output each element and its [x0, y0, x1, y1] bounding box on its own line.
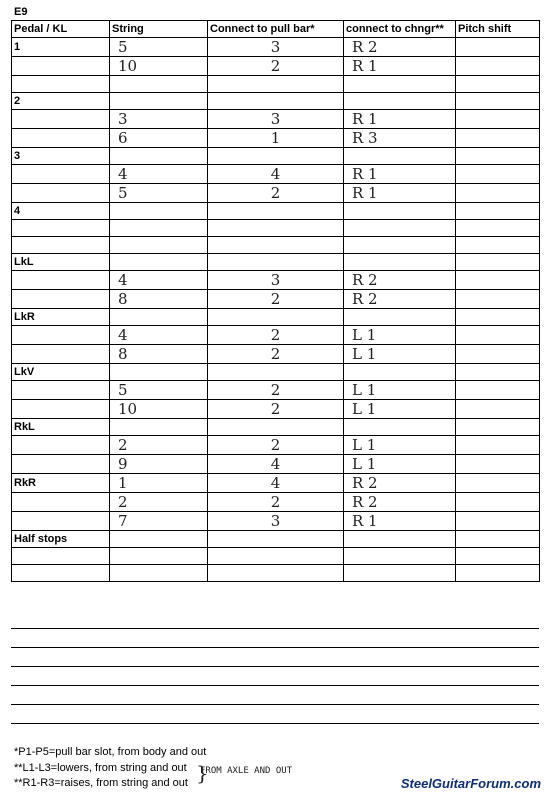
pull-bar-cell — [208, 419, 344, 436]
changer-cell: R 1 — [344, 165, 456, 184]
pitch-shift-cell — [456, 184, 540, 203]
row-label: 1 — [12, 38, 110, 57]
row-label — [12, 57, 110, 76]
string-cell: 5 — [110, 38, 208, 57]
string-cell — [110, 76, 208, 93]
pitch-shift-cell — [456, 254, 540, 271]
pull-bar-cell: 3 — [208, 38, 344, 57]
row-label — [12, 76, 110, 93]
string-cell — [110, 148, 208, 165]
pitch-shift-cell — [456, 271, 540, 290]
changer-cell: L 1 — [344, 455, 456, 474]
changer-cell: R 1 — [344, 110, 456, 129]
row-label — [12, 165, 110, 184]
table-row — [12, 436, 540, 455]
table-row — [12, 493, 540, 512]
pitch-shift-cell — [456, 531, 540, 548]
row-label — [12, 110, 110, 129]
changer-cell: L 1 — [344, 345, 456, 364]
pitch-shift-cell — [456, 220, 540, 237]
string-cell: 4 — [110, 271, 208, 290]
changer-cell: R 2 — [344, 493, 456, 512]
pitch-shift-cell — [456, 436, 540, 455]
changer-cell: R 3 — [344, 129, 456, 148]
string-cell — [110, 419, 208, 436]
row-label — [12, 271, 110, 290]
changer-cell — [344, 254, 456, 271]
changer-cell: R 2 — [344, 271, 456, 290]
table-row — [12, 381, 540, 400]
changer-cell — [344, 548, 456, 565]
pitch-shift-cell — [456, 493, 540, 512]
changer-cell: R 1 — [344, 57, 456, 76]
changer-cell — [344, 565, 456, 582]
changer-cell: L 1 — [344, 381, 456, 400]
string-cell — [110, 531, 208, 548]
string-cell: 2 — [110, 493, 208, 512]
table-row — [12, 76, 540, 93]
table-row — [12, 455, 540, 474]
note-line — [11, 629, 539, 648]
string-cell: 9 — [110, 455, 208, 474]
watermark: SteelGuitarForum.com — [400, 776, 541, 791]
handwritten-note: FROM AXLE AND OUT — [200, 766, 293, 776]
header-string: String — [110, 21, 208, 38]
pull-bar-cell — [208, 531, 344, 548]
pitch-shift-cell — [456, 290, 540, 309]
string-cell — [110, 237, 208, 254]
string-cell: 2 — [110, 436, 208, 455]
row-label: RkL — [12, 419, 110, 436]
note-line — [11, 686, 539, 705]
row-label — [12, 565, 110, 582]
changer-cell — [344, 203, 456, 220]
pitch-shift-cell — [456, 203, 540, 220]
table-row — [12, 364, 540, 381]
pull-bar-cell — [208, 237, 344, 254]
pull-bar-cell: 4 — [208, 165, 344, 184]
pull-bar-cell: 3 — [208, 110, 344, 129]
table-row — [12, 400, 540, 419]
string-cell — [110, 254, 208, 271]
pull-bar-cell: 2 — [208, 400, 344, 419]
pull-bar-cell: 2 — [208, 345, 344, 364]
string-cell — [110, 565, 208, 582]
table-row — [12, 474, 540, 493]
row-label: Half stops — [12, 531, 110, 548]
table-row — [12, 565, 540, 582]
string-cell — [110, 220, 208, 237]
pull-bar-cell — [208, 93, 344, 110]
pull-bar-cell — [208, 309, 344, 326]
table-row — [12, 531, 540, 548]
string-cell: 5 — [110, 184, 208, 203]
string-cell — [110, 548, 208, 565]
table-row — [12, 148, 540, 165]
copedent-table — [11, 20, 540, 582]
pull-bar-cell — [208, 565, 344, 582]
string-cell — [110, 364, 208, 381]
pull-bar-cell: 1 — [208, 129, 344, 148]
table-row — [12, 129, 540, 148]
row-label — [12, 345, 110, 364]
pull-bar-cell — [208, 76, 344, 93]
row-label — [12, 290, 110, 309]
row-label — [12, 184, 110, 203]
string-cell: 3 — [110, 110, 208, 129]
note-line — [11, 705, 539, 724]
table-row — [12, 345, 540, 364]
row-label: LkR — [12, 309, 110, 326]
pull-bar-cell: 3 — [208, 512, 344, 531]
row-label: 4 — [12, 203, 110, 220]
pull-bar-cell: 2 — [208, 326, 344, 345]
changer-cell — [344, 76, 456, 93]
pitch-shift-cell — [456, 165, 540, 184]
changer-cell: R 1 — [344, 512, 456, 531]
string-cell: 10 — [110, 57, 208, 76]
pull-bar-cell — [208, 220, 344, 237]
table-row — [12, 512, 540, 531]
pull-bar-cell: 4 — [208, 474, 344, 493]
pull-bar-cell — [208, 203, 344, 220]
pitch-shift-cell — [456, 93, 540, 110]
changer-cell: L 1 — [344, 400, 456, 419]
row-label — [12, 455, 110, 474]
pitch-shift-cell — [456, 474, 540, 493]
note-line — [11, 610, 539, 629]
row-label — [12, 326, 110, 345]
row-label — [12, 436, 110, 455]
string-cell: 8 — [110, 345, 208, 364]
row-label — [12, 129, 110, 148]
table-row — [12, 203, 540, 220]
row-label: 3 — [12, 148, 110, 165]
changer-cell: R 1 — [344, 184, 456, 203]
string-cell: 7 — [110, 512, 208, 531]
string-cell: 5 — [110, 381, 208, 400]
string-cell: 6 — [110, 129, 208, 148]
pull-bar-cell: 3 — [208, 271, 344, 290]
header-pitch-shift: Pitch shift — [456, 21, 540, 38]
pitch-shift-cell — [456, 565, 540, 582]
pull-bar-cell — [208, 548, 344, 565]
pitch-shift-cell — [456, 38, 540, 57]
row-label — [12, 220, 110, 237]
footnote-lowers: **L1-L3=lowers, from string and out — [14, 762, 187, 774]
pitch-shift-cell — [456, 364, 540, 381]
pitch-shift-cell — [456, 400, 540, 419]
header-changer: connect to chngr** — [344, 21, 456, 38]
pitch-shift-cell — [456, 326, 540, 345]
row-label: RkR — [12, 474, 110, 493]
changer-cell: L 1 — [344, 436, 456, 455]
pitch-shift-cell — [456, 237, 540, 254]
row-label: 2 — [12, 93, 110, 110]
string-cell: 4 — [110, 165, 208, 184]
table-row — [12, 419, 540, 436]
header-row — [12, 21, 540, 38]
row-label: LkL — [12, 254, 110, 271]
pull-bar-cell: 2 — [208, 381, 344, 400]
row-label — [12, 400, 110, 419]
pull-bar-cell: 2 — [208, 57, 344, 76]
row-label — [12, 548, 110, 565]
pitch-shift-cell — [456, 345, 540, 364]
row-label — [12, 512, 110, 531]
pitch-shift-cell — [456, 512, 540, 531]
handwritten-brace-icon: } — [196, 761, 209, 785]
table-row — [12, 254, 540, 271]
pull-bar-cell — [208, 254, 344, 271]
row-label — [12, 237, 110, 254]
pitch-shift-cell — [456, 381, 540, 400]
pitch-shift-cell — [456, 548, 540, 565]
pull-bar-cell — [208, 148, 344, 165]
header-pedal: Pedal / KL — [12, 21, 110, 38]
changer-cell — [344, 531, 456, 548]
pull-bar-cell — [208, 364, 344, 381]
pull-bar-cell: 2 — [208, 290, 344, 309]
string-cell: 4 — [110, 326, 208, 345]
notes-lines — [11, 610, 539, 724]
header-pull-bar: Connect to pull bar* — [208, 21, 344, 38]
table-row — [12, 326, 540, 345]
pull-bar-cell: 2 — [208, 493, 344, 512]
pull-bar-cell: 2 — [208, 436, 344, 455]
table-row — [12, 309, 540, 326]
table-row — [12, 290, 540, 309]
changer-cell: R 2 — [344, 38, 456, 57]
table-row — [12, 38, 540, 57]
string-cell: 8 — [110, 290, 208, 309]
pull-bar-cell: 4 — [208, 455, 344, 474]
string-cell: 1 — [110, 474, 208, 493]
table-row — [12, 548, 540, 565]
string-cell: 10 — [110, 400, 208, 419]
table-row — [12, 237, 540, 254]
table-row — [12, 110, 540, 129]
changer-cell — [344, 148, 456, 165]
changer-cell: R 2 — [344, 474, 456, 493]
pitch-shift-cell — [456, 455, 540, 474]
pitch-shift-cell — [456, 309, 540, 326]
changer-cell — [344, 419, 456, 436]
pitch-shift-cell — [456, 419, 540, 436]
table-body — [12, 38, 540, 582]
changer-cell — [344, 237, 456, 254]
changer-cell — [344, 220, 456, 237]
pull-bar-cell: 2 — [208, 184, 344, 203]
table-row — [12, 57, 540, 76]
string-cell — [110, 309, 208, 326]
footnote-raises: **R1-R3=raises, from string and out — [14, 777, 188, 789]
note-line — [11, 648, 539, 667]
string-cell — [110, 203, 208, 220]
pitch-shift-cell — [456, 57, 540, 76]
table-row — [12, 165, 540, 184]
changer-cell: L 1 — [344, 326, 456, 345]
pitch-shift-cell — [456, 129, 540, 148]
page-title: E9 — [14, 6, 28, 18]
footnote-pull-bar: *P1-P5=pull bar slot, from body and out — [14, 746, 207, 758]
pitch-shift-cell — [456, 148, 540, 165]
changer-cell — [344, 364, 456, 381]
changer-cell — [344, 93, 456, 110]
pitch-shift-cell — [456, 110, 540, 129]
string-cell — [110, 93, 208, 110]
note-line — [11, 667, 539, 686]
table-row — [12, 93, 540, 110]
row-label — [12, 381, 110, 400]
pitch-shift-cell — [456, 76, 540, 93]
changer-cell — [344, 309, 456, 326]
table-row — [12, 184, 540, 203]
table-row — [12, 220, 540, 237]
row-label — [12, 493, 110, 512]
table-row — [12, 271, 540, 290]
row-label: LkV — [12, 364, 110, 381]
changer-cell: R 2 — [344, 290, 456, 309]
